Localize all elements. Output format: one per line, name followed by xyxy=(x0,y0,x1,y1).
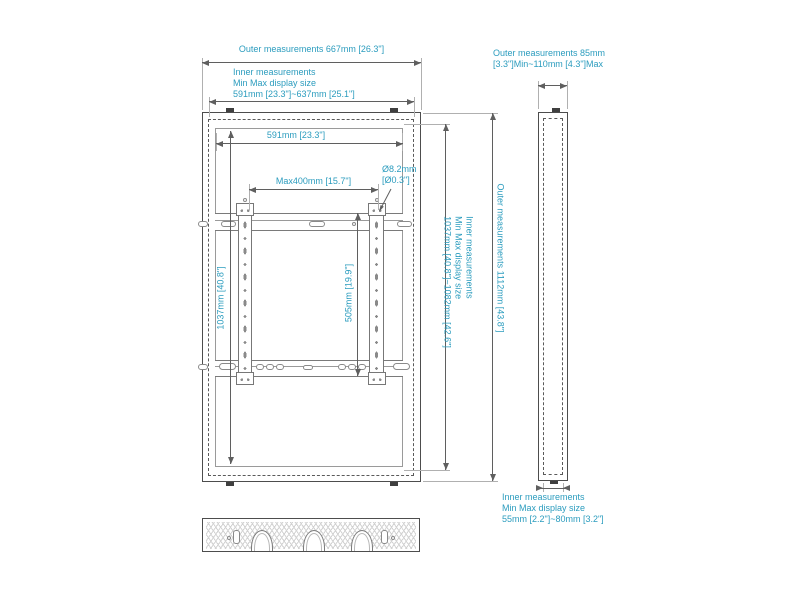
slot xyxy=(393,363,410,370)
label-line: [3.3"]Min~110mm [4.3"]Max xyxy=(493,59,604,69)
slot xyxy=(221,221,236,227)
label-line: [Ø0.3"] xyxy=(382,175,410,185)
slot xyxy=(198,364,208,370)
outer-width-label: Outer measurements 667mm [26.3"] xyxy=(238,44,385,54)
rail-screw-left xyxy=(243,198,247,202)
bracket-height-label: 505mm [19.9"] xyxy=(343,263,354,323)
inner-height-label: 1037mm [40.8"] xyxy=(215,266,226,330)
screw-hole xyxy=(391,536,395,540)
dim-arrow xyxy=(536,485,543,491)
side-bottom-tab xyxy=(550,481,558,484)
label-line: Min Max display size xyxy=(502,503,586,513)
inner-height-dim-line xyxy=(230,131,231,464)
hole-diameter-label xyxy=(382,164,417,186)
slot xyxy=(309,221,325,227)
inner-width-label-block xyxy=(233,67,355,100)
display-width-dim-line xyxy=(216,143,403,144)
label-line: 55mm [2.2"]~80mm [3.2"] xyxy=(502,514,604,524)
label-line: Inner measurements xyxy=(502,492,585,502)
extension-line xyxy=(421,58,422,110)
label-line: Inner measurements xyxy=(233,67,316,77)
slot xyxy=(381,530,388,544)
bottom-tab-left xyxy=(226,482,234,486)
side-outer-dim-line xyxy=(538,85,567,86)
slot xyxy=(256,364,264,370)
hole-leader-line xyxy=(370,186,400,218)
vesa-rail-right xyxy=(369,203,384,385)
screw-hole xyxy=(227,536,231,540)
inner-width-dim-line xyxy=(209,101,414,102)
top-tab-left xyxy=(226,108,234,112)
slot xyxy=(276,364,284,370)
slot xyxy=(219,363,236,370)
right-outer-dim-line xyxy=(492,113,493,481)
extension-line xyxy=(423,481,498,482)
right-inner-label-block xyxy=(442,216,475,348)
slot xyxy=(338,364,346,370)
slot xyxy=(397,221,412,227)
label-line: 591mm [23.3"]~637mm [25.1"] xyxy=(233,89,355,99)
slot xyxy=(303,365,313,370)
rail-cap xyxy=(236,203,254,216)
side-outer-label-block xyxy=(493,48,605,70)
right-outer-label: Outer measurements 1112mm [43.8"] xyxy=(495,183,506,333)
label-line: 1037mm [40.8"]~1082mm [42.6"] xyxy=(442,216,453,348)
top-tab-right xyxy=(390,108,398,112)
slot xyxy=(198,221,208,227)
slot xyxy=(233,530,240,544)
extension-line xyxy=(202,58,203,110)
rail-cap xyxy=(368,372,386,385)
side-top-tab xyxy=(552,108,560,112)
bottom-tab-right xyxy=(390,482,398,486)
bracket-height-dim-line xyxy=(357,213,358,376)
dim-arrow xyxy=(563,485,570,491)
label-line: Min Max display size xyxy=(453,216,464,300)
side-inner-label-block xyxy=(502,492,604,525)
outer-width-dim-line xyxy=(202,62,421,63)
label-line: Ø8.2mm xyxy=(382,164,417,174)
extension-line xyxy=(414,97,415,117)
extension-line xyxy=(404,470,450,471)
vesa-width-dim-line xyxy=(249,189,378,190)
side-inner-dashed-outline xyxy=(543,118,563,475)
screw-hole xyxy=(352,222,356,226)
rail-cap xyxy=(236,372,254,385)
extension-line xyxy=(567,81,568,109)
label-line: Inner measurements xyxy=(464,216,475,299)
slot xyxy=(266,364,274,370)
display-width-label: 591mm [23.3"] xyxy=(266,130,326,140)
vesa-rail-left xyxy=(238,203,252,385)
label-line: Min Max display size xyxy=(233,78,317,88)
extension-line xyxy=(423,113,498,114)
vesa-width-label: Max400mm [15.7"] xyxy=(275,176,352,186)
label-line: Outer measurements 85mm xyxy=(493,48,606,58)
